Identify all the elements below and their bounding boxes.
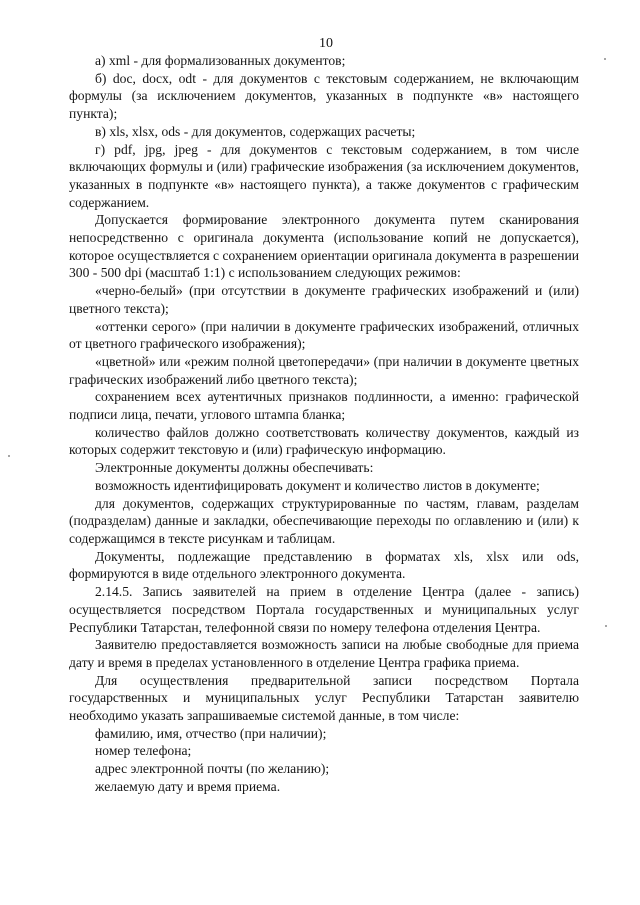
paragraph-format-pdf: г) pdf, jpg, jpeg - для документов с текстовым содержанием, в том числе включающих формулы и (или) графические изображения (за исключением документов, указанных в подпункте «в» настоящего пункта), а также документов с графическим содержанием. bbox=[69, 141, 579, 210]
paragraph-scanning: Допускается формирование электронного документа путем сканирования непосредственно с оригинала документа (использование копий не допускается), которое осуществляется с сохранением ориентации оригинала документа в разрешении 300 - 500 dpi (масштаб 1:1) с использованием следующих режимов: bbox=[69, 212, 579, 281]
paragraph-format-doc: б) doc, docx, odt - для документов с текстовым содержанием, не включающим формулы (за исключением документов, указанных в подпункте «в» настоящего пункта); bbox=[69, 70, 579, 122]
paragraph-booking: Заявителю предоставляется возможность записи на любые свободные для приема дату и время в пределах установленного в отделение Центра графика приема. bbox=[69, 637, 579, 670]
paragraph-requirements-intro: Электронные документы должны обеспечивать: bbox=[95, 460, 374, 476]
page-number: 10 bbox=[319, 36, 333, 51]
paragraph-list-name: фамилию, имя, отчество (при наличии); bbox=[95, 725, 327, 741]
paragraph-file-count: количество файлов должно соответствовать количеству документов, каждый из которых содержит текстовую и (или) графическую информацию. bbox=[69, 424, 579, 458]
paragraph-format-xml: а) xml - для формализованных документов; bbox=[95, 53, 346, 68]
scan-speck bbox=[605, 625, 607, 627]
paragraph-identify: возможность идентифицировать документ и количество листов в документе; bbox=[95, 477, 540, 493]
paragraph-list-phone: номер телефона; bbox=[95, 743, 192, 759]
scan-speck bbox=[8, 455, 10, 457]
paragraph-portal-booking: Для осуществления предварительной записи посредством Портала государственных и муниципальных услуг Республики Татарстан заявителю необходимо указать запрашиваемые системой данные, в том числе: bbox=[69, 672, 579, 724]
paragraph-format-xls: в) xls, xlsx, ods - для документов, содержащих расчеты; bbox=[95, 123, 416, 139]
paragraph-structured: для документов, содержащих структурированные по частям, главам, разделам (подразделам) данные и закладки, обеспечивающие переходы по оглавлению и (или) к содержащимся в тексте рисункам и таблицам. bbox=[69, 495, 579, 546]
paragraph-spreadsheets: Документы, подлежащие представлению в форматах xls, xlsx или ods, формируются в виде отдельного электронного документа. bbox=[69, 548, 579, 582]
paragraph-list-email: адрес электронной почты (по желанию); bbox=[95, 761, 330, 777]
paragraph-mode-bw: «черно-белый» (при отсутствии в документе графических изображений и (или) цветного текста); bbox=[69, 283, 579, 316]
paragraph-authenticity: сохранением всех аутентичных признаков подлинности, а именно: графической подписи лица, печати, углового штампа бланка; bbox=[69, 389, 579, 423]
scan-speck bbox=[604, 58, 606, 60]
paragraph-section-2-14-5: 2.14.5. Запись заявителей на прием в отделение Центра (далее - запись) осуществляется посредством Портала государственных и муниципальных услуг Республики Татарстан, телефонной связи по номеру телефона отделения Центра. bbox=[69, 584, 579, 635]
paragraph-mode-gray: «оттенки серого» (при наличии в документе графических изображений, отличных от цветного графического изображения); bbox=[69, 318, 579, 352]
paragraph-mode-color: «цветной» или «режим полной цветопередачи» (при наличии в документе цветных графических изображений либо цветного текста); bbox=[69, 353, 579, 387]
document-body bbox=[69, 52, 579, 796]
paragraph-list-date: желаемую дату и время приема. bbox=[95, 778, 281, 794]
